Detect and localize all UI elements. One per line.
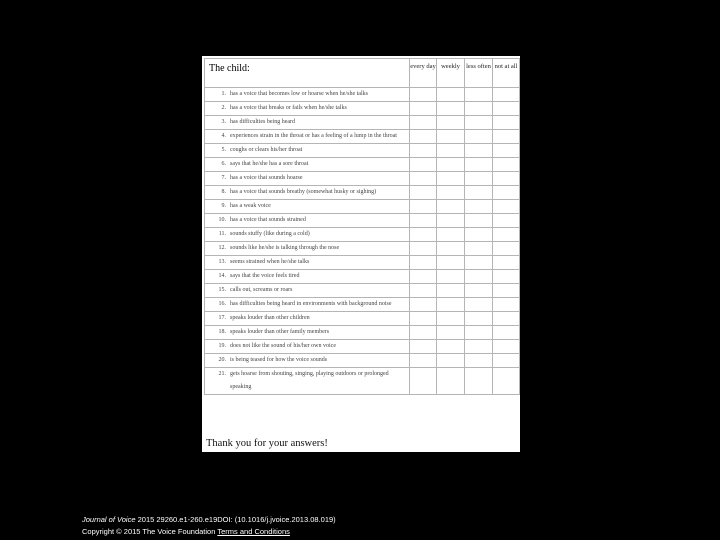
- answer-cell[interactable]: [437, 326, 465, 340]
- question-content: [207, 343, 336, 349]
- copyright-text: Copyright © 2015 The Voice Foundation: [82, 527, 216, 536]
- question-content: [207, 287, 292, 293]
- answer-cell[interactable]: [493, 116, 520, 130]
- question-content: [207, 315, 310, 321]
- question-row: [205, 144, 520, 158]
- answer-cell[interactable]: [410, 284, 437, 298]
- answer-cell[interactable]: [493, 186, 520, 200]
- answer-cell[interactable]: [437, 242, 465, 256]
- question-content: [207, 203, 271, 209]
- question-item: [205, 144, 410, 158]
- question-content: [207, 175, 302, 181]
- question-item: [205, 298, 410, 312]
- question-text: coughs or clears his/her throat: [230, 147, 303, 153]
- citation: [82, 514, 336, 526]
- question-item: [205, 326, 410, 340]
- answer-cell[interactable]: [493, 214, 520, 228]
- answer-cell[interactable]: [410, 214, 437, 228]
- answer-cell[interactable]: [410, 326, 437, 340]
- question-text: sounds stuffy (like during a cold): [230, 231, 310, 237]
- answer-cell[interactable]: [493, 242, 520, 256]
- answer-cell[interactable]: [410, 158, 437, 172]
- answer-cell[interactable]: [465, 312, 493, 326]
- question-number: 12.: [218, 245, 226, 251]
- answer-cell[interactable]: [493, 256, 520, 270]
- answer-cell[interactable]: [493, 102, 520, 116]
- question-content: [207, 105, 347, 111]
- answer-cell[interactable]: [465, 88, 493, 102]
- question-number: 10.: [218, 217, 226, 223]
- answer-cell[interactable]: [465, 228, 493, 242]
- question-content: [207, 119, 295, 125]
- answer-cell[interactable]: [493, 172, 520, 186]
- answer-cell[interactable]: [465, 326, 493, 340]
- answer-cell[interactable]: [465, 158, 493, 172]
- question-content: [207, 147, 302, 153]
- copyright: [82, 526, 336, 538]
- questionnaire-table: [204, 58, 520, 395]
- header-row: [205, 59, 520, 88]
- answer-cell[interactable]: [437, 270, 465, 284]
- question-number: 20.: [218, 357, 226, 363]
- answer-cell[interactable]: [465, 368, 493, 395]
- question-text: has a voice that breaks or fails when he/she talks: [230, 105, 347, 111]
- answer-cell[interactable]: [410, 144, 437, 158]
- question-text: has a voice that sounds hoarse: [230, 175, 303, 181]
- answer-cell[interactable]: [437, 312, 465, 326]
- answer-cell[interactable]: [437, 214, 465, 228]
- question-text: has a weak voice: [230, 203, 271, 209]
- question-item: [205, 312, 410, 326]
- question-number: 4.: [221, 133, 226, 139]
- question-row: [205, 102, 520, 116]
- question-number: 18.: [218, 329, 226, 335]
- question-number: 11.: [218, 231, 226, 237]
- question-content: [207, 357, 327, 363]
- question-text: does not like the sound of his/her own voice: [230, 343, 336, 349]
- answer-cell[interactable]: [493, 144, 520, 158]
- question-item: [205, 214, 410, 228]
- answer-cell[interactable]: [465, 214, 493, 228]
- question-number: 13.: [218, 259, 226, 265]
- citation-details: 2015 29260.e1-260.e19DOI: (10.1016/j.jvoice.2013.08.019): [135, 515, 336, 524]
- answer-cell[interactable]: [465, 102, 493, 116]
- answer-cell[interactable]: [410, 186, 437, 200]
- answer-cell[interactable]: [465, 284, 493, 298]
- answer-cell[interactable]: [465, 354, 493, 368]
- question-number: 16.: [218, 301, 226, 307]
- question-number: 2.: [221, 105, 226, 111]
- question-text: speaks louder than other family members: [230, 329, 330, 335]
- column-weekly: weekly: [437, 59, 465, 88]
- question-text: speaks louder than other children: [230, 315, 310, 321]
- question-row: [205, 200, 520, 214]
- question-row: [205, 186, 520, 200]
- question-row: [205, 158, 520, 172]
- answer-cell[interactable]: [465, 172, 493, 186]
- answer-cell[interactable]: [465, 298, 493, 312]
- question-row: [205, 368, 520, 395]
- question-content: [207, 186, 409, 199]
- answer-cell[interactable]: [465, 186, 493, 200]
- answer-cell[interactable]: [493, 270, 520, 284]
- question-item: [205, 158, 410, 172]
- answer-cell[interactable]: [437, 102, 465, 116]
- question-number: 5.: [221, 147, 226, 153]
- questionnaire-image: [202, 56, 520, 452]
- question-number: 21.: [218, 371, 226, 377]
- question-row: [205, 88, 520, 102]
- question-item: [205, 270, 410, 284]
- question-row: [205, 116, 520, 130]
- answer-cell[interactable]: [410, 270, 437, 284]
- answer-cell[interactable]: [410, 130, 437, 144]
- question-content: [207, 368, 409, 394]
- answer-cell[interactable]: [493, 340, 520, 354]
- answer-cell[interactable]: [465, 270, 493, 284]
- answer-cell[interactable]: [437, 368, 465, 395]
- answer-cell[interactable]: [437, 354, 465, 368]
- answer-cell[interactable]: [410, 298, 437, 312]
- question-item: [205, 102, 410, 116]
- question-content: [207, 273, 299, 279]
- question-number: 1.: [221, 91, 226, 97]
- question-number: 8.: [221, 189, 226, 195]
- question-number: 19.: [218, 343, 226, 349]
- question-content: [207, 91, 368, 97]
- answer-cell[interactable]: [437, 256, 465, 270]
- answer-cell[interactable]: [465, 116, 493, 130]
- question-row: [205, 270, 520, 284]
- question-row: [205, 172, 520, 186]
- question-content: [207, 161, 308, 167]
- question-number: 6.: [221, 161, 226, 167]
- answer-cell[interactable]: [493, 284, 520, 298]
- answer-cell[interactable]: [493, 326, 520, 340]
- question-content: [207, 130, 409, 143]
- question-text: has a voice that sounds breathy (somewhat husky or sighing): [230, 189, 377, 195]
- question-text: says that he/she has a sore throat: [230, 161, 309, 167]
- question-row: [205, 312, 520, 326]
- answer-cell[interactable]: [493, 88, 520, 102]
- question-content: [207, 231, 310, 237]
- question-number: 9.: [221, 203, 226, 209]
- question-item: [205, 256, 410, 270]
- answer-cell[interactable]: [410, 172, 437, 186]
- answer-cell[interactable]: [437, 284, 465, 298]
- answer-cell[interactable]: [493, 368, 520, 395]
- answer-cell[interactable]: [410, 116, 437, 130]
- question-number: 17.: [218, 315, 226, 321]
- question-item: [205, 172, 410, 186]
- column-every-day: every day: [410, 59, 437, 88]
- answer-cell[interactable]: [410, 256, 437, 270]
- question-item: [205, 284, 410, 298]
- question-row: [205, 340, 520, 354]
- question-text: experiences strain in the throat or has a feeling of a lump in the throat: [230, 133, 397, 139]
- question-content: [207, 259, 309, 265]
- footer: [82, 514, 336, 538]
- answer-cell[interactable]: [493, 354, 520, 368]
- answer-cell[interactable]: [493, 228, 520, 242]
- child-heading: The child:: [205, 59, 410, 88]
- answer-cell[interactable]: [437, 88, 465, 102]
- answer-cell[interactable]: [465, 130, 493, 144]
- answer-cell[interactable]: [437, 340, 465, 354]
- question-item: [205, 242, 410, 256]
- question-content: [207, 329, 329, 335]
- question-item: [205, 368, 410, 395]
- column-not-at-all: not at all: [493, 59, 520, 88]
- question-content: [207, 298, 409, 311]
- question-number: 3.: [221, 119, 226, 125]
- question-number: 7.: [221, 175, 226, 181]
- answer-cell[interactable]: [410, 228, 437, 242]
- answer-cell[interactable]: [465, 144, 493, 158]
- answer-cell[interactable]: [465, 242, 493, 256]
- thank-you-text: Thank you for your answers!: [206, 438, 328, 449]
- column-less-often: less often: [465, 59, 493, 88]
- answer-cell[interactable]: [437, 172, 465, 186]
- answer-cell[interactable]: [493, 130, 520, 144]
- question-row: [205, 284, 520, 298]
- answer-cell[interactable]: [493, 312, 520, 326]
- question-row: [205, 326, 520, 340]
- question-item: [205, 116, 410, 130]
- question-item: [205, 228, 410, 242]
- answer-cell[interactable]: [493, 298, 520, 312]
- question-item: [205, 88, 410, 102]
- question-text: gets hoarse from shouting, singing, playing outdoors or prolonged speaking: [230, 371, 389, 390]
- answer-cell[interactable]: [410, 88, 437, 102]
- question-item: [205, 340, 410, 354]
- answer-cell[interactable]: [437, 158, 465, 172]
- question-content: [207, 217, 306, 223]
- answer-cell[interactable]: [437, 116, 465, 130]
- answer-cell[interactable]: [410, 242, 437, 256]
- terms-link[interactable]: Terms and Conditions: [217, 527, 290, 536]
- answer-cell[interactable]: [437, 228, 465, 242]
- answer-cell[interactable]: [465, 256, 493, 270]
- answer-cell[interactable]: [465, 200, 493, 214]
- question-row: [205, 130, 520, 144]
- answer-cell[interactable]: [410, 312, 437, 326]
- question-number: 15.: [218, 287, 226, 293]
- answer-cell[interactable]: [410, 200, 437, 214]
- question-text: seems strained when he/she talks: [230, 259, 310, 265]
- question-row: [205, 214, 520, 228]
- question-row: [205, 242, 520, 256]
- answer-cell[interactable]: [437, 186, 465, 200]
- question-text: says that the voice feels tired: [230, 273, 300, 279]
- question-item: [205, 354, 410, 368]
- question-text: is being teased for how the voice sounds: [230, 357, 328, 363]
- question-text: calls out, screams or roars: [230, 287, 293, 293]
- question-item: [205, 200, 410, 214]
- question-row: [205, 298, 520, 312]
- question-content: [207, 245, 339, 251]
- question-text: sounds like he/she is talking through the nose: [230, 245, 340, 251]
- answer-cell[interactable]: [410, 102, 437, 116]
- answer-cell[interactable]: [410, 368, 437, 395]
- answer-cell[interactable]: [465, 340, 493, 354]
- question-item: [205, 186, 410, 200]
- answer-cell[interactable]: [493, 158, 520, 172]
- question-row: [205, 354, 520, 368]
- question-row: [205, 256, 520, 270]
- question-text: has a voice that sounds strained: [230, 217, 306, 223]
- answer-cell[interactable]: [410, 354, 437, 368]
- question-text: has difficulties being heard in environments with background noise: [230, 301, 392, 307]
- question-number: 14.: [218, 273, 226, 279]
- citation-journal: Journal of Voice: [82, 515, 136, 524]
- question-row: [205, 228, 520, 242]
- answer-cell[interactable]: [410, 340, 437, 354]
- question-item: [205, 130, 410, 144]
- answer-cell[interactable]: [437, 144, 465, 158]
- answer-cell[interactable]: [493, 200, 520, 214]
- question-text: has a voice that becomes low or hoarse when he/she talks: [230, 91, 368, 97]
- answer-cell[interactable]: [437, 298, 465, 312]
- answer-cell[interactable]: [437, 200, 465, 214]
- answer-cell[interactable]: [437, 130, 465, 144]
- question-text: has difficulties being heard: [230, 119, 296, 125]
